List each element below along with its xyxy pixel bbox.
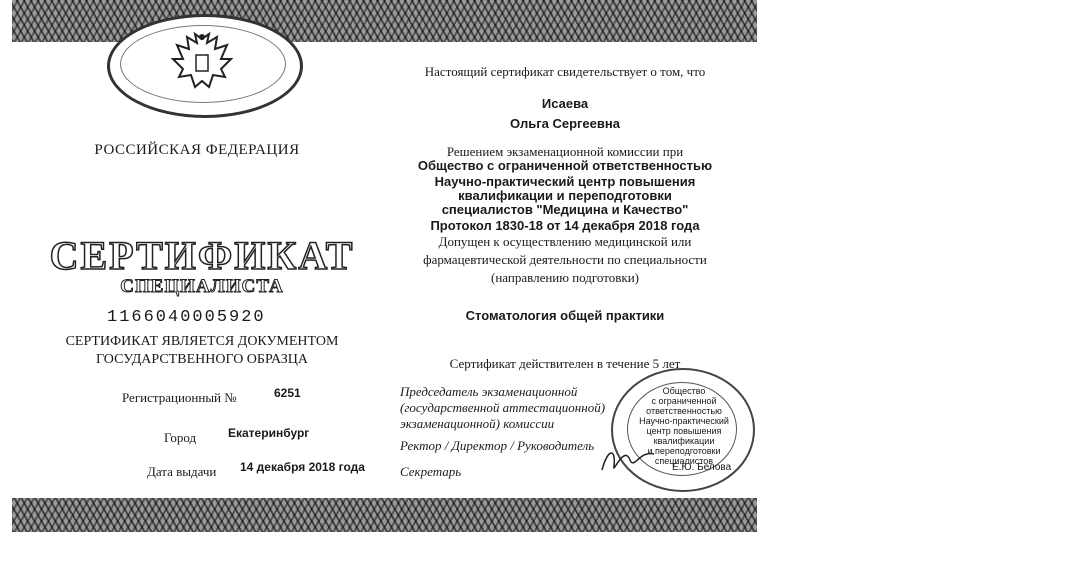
stamp-text: Общество <box>662 386 706 396</box>
certificate-title: СЕРТИФИКАТ <box>49 233 355 278</box>
stamp-text: и переподготовки <box>647 446 721 456</box>
stamp-text: ответственностью <box>646 406 722 416</box>
decorative-bottom-band <box>12 498 757 532</box>
issue-date-label: Дата выдачи <box>147 464 217 479</box>
signer-name: Е.Ю. Белова <box>672 462 732 473</box>
specialty: Стоматология общей практики <box>465 308 665 323</box>
stamp-text: специалистов <box>654 456 714 466</box>
organization-line: Научно-практический центр повышения <box>434 174 696 189</box>
city-label: Город <box>164 430 197 445</box>
validity-line: Сертификат действителен в течение 5 лет <box>449 356 681 371</box>
rector-line: Ректор / Директор / Руководитель <box>400 438 595 453</box>
organization-line: специалистов "Медицина и Качество" <box>441 202 689 217</box>
left-column <box>12 0 402 498</box>
chair-line: (государственной аттестационной) <box>400 400 606 415</box>
organization-line: квалификации и переподготовки <box>458 188 672 203</box>
protocol-line: Протокол 1830-18 от 14 декабря 2018 года <box>430 218 700 233</box>
handwritten-signature <box>598 440 658 480</box>
direction-line: (направлению подготовки) <box>491 270 639 285</box>
admission-line: фармацевтической деятельности по специальности <box>423 252 707 267</box>
federation-label: РОССИЙСКАЯ ФЕДЕРАЦИЯ <box>94 142 300 158</box>
document-statement: СЕРТИФИКАТ ЯВЛЯЕТСЯ ДОКУМЕНТОМ <box>65 334 339 349</box>
certificate-subtitle: СПЕЦИАЛИСТА <box>120 276 284 297</box>
chair-line: Председатель экзаменационной <box>400 384 578 399</box>
chair-line: экзаменационной) комиссии <box>400 416 555 431</box>
intro-text: Настоящий сертификат свидетельствует о том, что <box>424 64 706 79</box>
secretary-label: Секретарь <box>400 464 462 479</box>
issue-date-value: 14 декабря 2018 года <box>240 460 365 474</box>
organization-line: Общество с ограниченной ответственностью <box>417 158 713 173</box>
document-statement: ГОСУДАРСТВЕННОГО ОБРАЗЦА <box>96 352 308 367</box>
stamp-text: квалификации <box>653 436 715 446</box>
stamp-text: с ограниченной <box>651 396 717 406</box>
holder-surname: Исаева <box>541 96 589 111</box>
decision-text: Решением экзаменационной комиссии при <box>446 144 684 159</box>
stamp-text: Научно-практический <box>639 416 729 426</box>
registration-value: 6251 <box>274 386 301 400</box>
registration-label: Регистрационный № <box>122 390 237 405</box>
city-value: Екатеринбург <box>228 426 310 440</box>
admission-line: Допущен к осуществлению медицинской или <box>438 234 692 249</box>
stamp-text: центр повышения <box>646 426 722 436</box>
holder-name: Ольга Сергеевна <box>510 116 620 131</box>
serial-number: 1166040005920 <box>107 308 266 327</box>
